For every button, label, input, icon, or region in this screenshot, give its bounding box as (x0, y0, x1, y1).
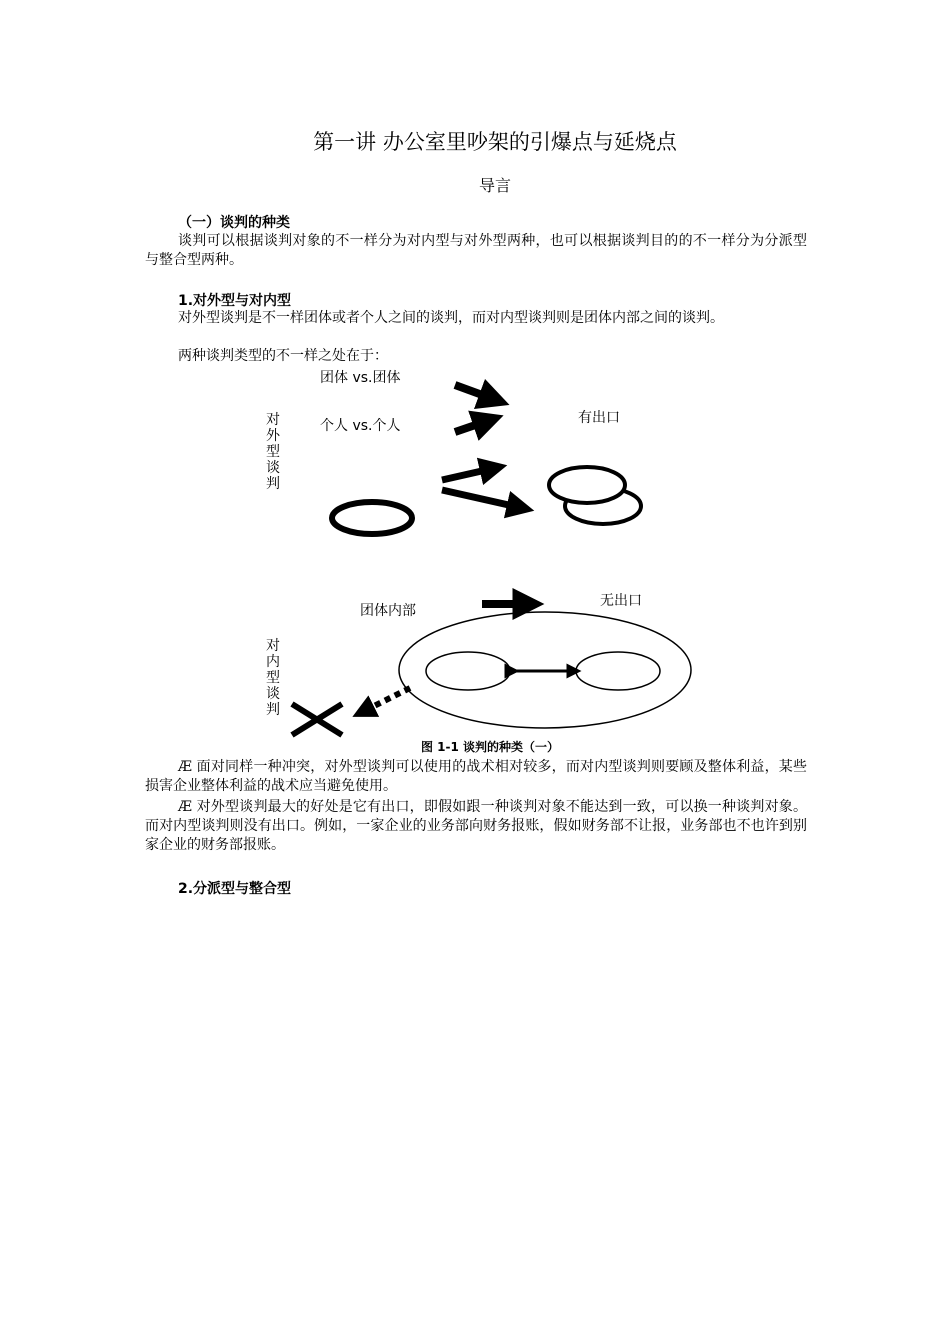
blocked-x-icon (292, 704, 342, 735)
paragraph-negotiation-types: 谈判可以根据谈判对象的不一样分为对内型与对外型两种，也可以根据谈判目的的不一样分为分派型与整合型两种。 (145, 233, 807, 268)
party-ellipse-external (332, 502, 412, 534)
section-heading-negotiation-types: （一）谈判的种类 (178, 215, 290, 231)
bullet-paragraph-tactics: Æ 面对同样一种冲突，对外型谈判可以使用的战术相对较多，而对内型谈判则要顾及整体利益，某些损害企业整体利益的战术应当避免使用。 (145, 759, 807, 794)
document-title: 第一讲 办公室里吵架的引爆点与延烧点 (313, 130, 677, 154)
bullet-paragraph-exit: Æ 对外型谈判最大的好处是它有出口，即假如跟一种谈判对象不能达到一致，可以换一种谈判对象。而对内型谈判则没有出口。例如，一家企业的业务部向财务报账，假如财务部不让报，业务部也不也许到别家企业的财务部报账。 (145, 799, 807, 853)
arrow-external-2 (455, 420, 490, 432)
dotted-arrow-blocked (362, 688, 410, 712)
paragraph-differences-intro: 两种谈判类型的不一样之处在于： (178, 348, 388, 364)
label-has-exit: 有出口 (578, 410, 620, 426)
arrow-external-3 (442, 468, 495, 480)
label-group-vs-group: 团体 vs.团体 (320, 370, 401, 386)
negotiation-types-figure (230, 360, 730, 760)
label-internal-group: 团体内部 (360, 603, 416, 619)
department-ellipse-right (576, 652, 660, 690)
subheading-external-internal: 1.对外型与对内型 (178, 293, 292, 309)
arrow-external-1 (455, 385, 496, 400)
label-external-vertical: 对 外 型 谈 判 (266, 412, 280, 492)
figure-caption: 图 1-1 谈判的种类（一） (420, 740, 560, 754)
label-no-exit: 无出口 (600, 593, 642, 609)
document-subtitle: 导言 (478, 176, 511, 195)
label-internal-vertical: 对 内 型 谈 判 (266, 638, 280, 718)
label-person-vs-person: 个人 vs.个人 (320, 418, 401, 434)
party-ellipse-front (549, 467, 625, 503)
arrow-external-4 (442, 490, 522, 508)
paragraph-external-definition: 对外型谈判是不一样团体或者个人之间的谈判，而对内型谈判则是团体内部之间的谈判。 (178, 310, 724, 326)
subheading-distributive-integrative: 2.分派型与整合型 (178, 881, 292, 897)
department-ellipse-left (426, 652, 510, 690)
